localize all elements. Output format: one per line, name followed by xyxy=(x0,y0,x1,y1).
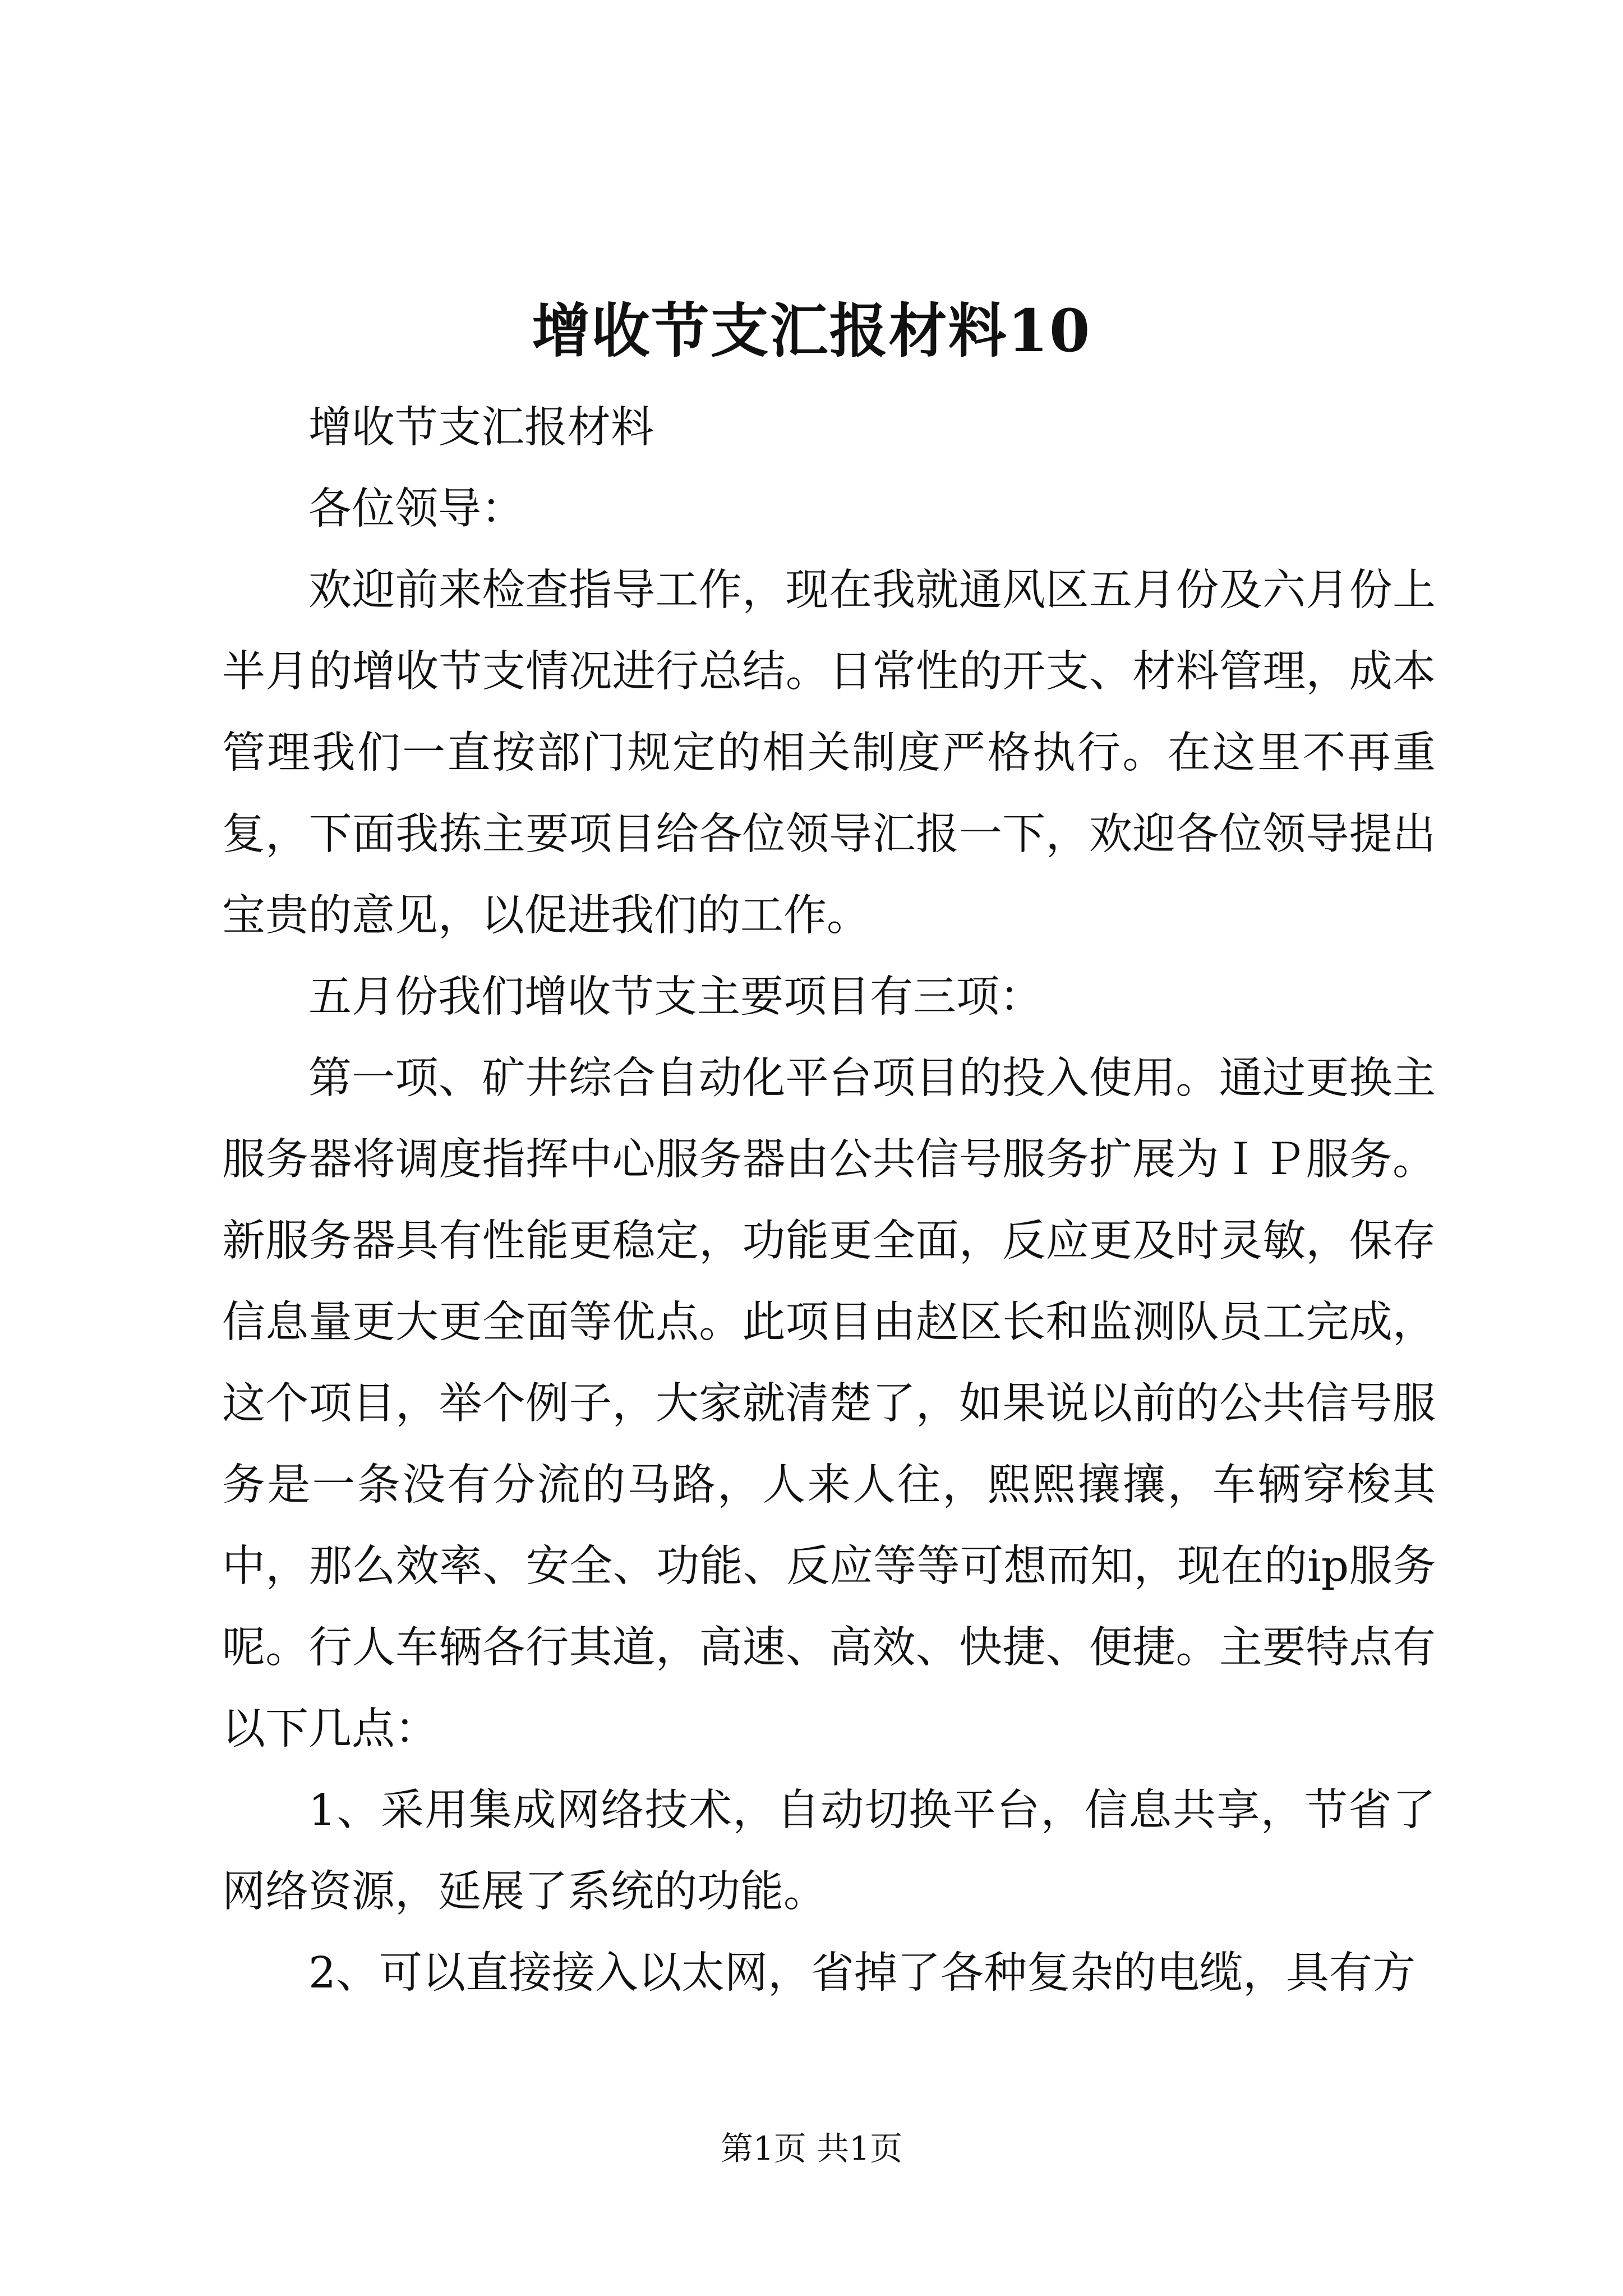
paragraph-point-two: 2、可以直接接入以太网，省掉了各种复杂的电缆，具有方 xyxy=(308,1948,1415,1998)
paragraph-item-one: 第一项、矿井综合自动化平台项目的投入使用。通过更换主服务器将调度指挥中心服务器由公共信号服务扩展为ＩＰ服务。新服务器具有性能更稳定，功能更全面，反应更及时灵敏，保存信息量更大更全面等优点。此项目由赵区长和监测队员工完成，这个项目，举个例子，大家就清楚了，如果说以前的公共信号服务是一条没有分流的马路，人来人往，熙熙攘攘，车辆穿梭其中，那么效率、安全、功能、反应等等可想而知，现在的ip服务呢。行人车辆各行其道，高速、高效、快捷、便捷。主要特点有以下几点： xyxy=(222,1053,1436,1754)
paragraph-subtitle: 增收节支汇报材料 xyxy=(308,403,654,453)
paragraph-intro: 欢迎前来检查指导工作，现在我就通风区五月份及六月份上半月的增收节支情况进行总结。日常性的开支、材料管理，成本管理我们一直按部门规定的相关制度严格执行。在这里不再重复，下面我拣主要项目给各位领导汇报一下，欢迎各位领导提出宝贵的意见，以促进我们的工作。 xyxy=(222,565,1436,941)
document-title: 增收节支汇报材料10 xyxy=(532,296,1091,365)
paragraph-point-one: 1、采用集成网络技术，自动切换平台，信息共享，节省了网络资源，延展了系统的功能。 xyxy=(222,1786,1436,1917)
document-body xyxy=(222,387,1436,2014)
paragraph-salutation: 各位领导： xyxy=(308,484,524,534)
paragraph-may-items: 五月份我们增收节支主要项目有三项： xyxy=(308,972,1043,1022)
page-footer: 第1页 共1页 xyxy=(720,2129,903,2168)
